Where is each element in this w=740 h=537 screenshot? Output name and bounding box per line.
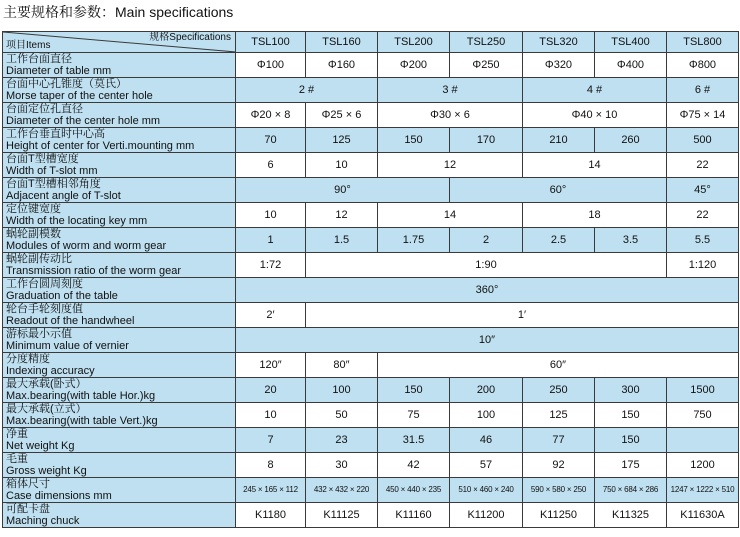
table-cell: 750 xyxy=(667,403,739,428)
table-row xyxy=(3,353,739,378)
table-cell: 300 xyxy=(595,378,667,403)
table-cell: 6 xyxy=(236,153,306,178)
table-row xyxy=(3,478,739,503)
table-row xyxy=(3,403,739,428)
table-cell: 7 xyxy=(236,428,306,453)
model-header: TSL320 xyxy=(523,32,595,53)
table-row xyxy=(3,203,739,228)
table-cell: 3.5 xyxy=(595,228,667,253)
table-row xyxy=(3,503,739,528)
table-cell: 31.5 xyxy=(378,428,450,453)
table-cell: 250 xyxy=(523,378,595,403)
table-cell: 4 # xyxy=(523,78,667,103)
table-row xyxy=(3,453,739,478)
table-cell: 23 xyxy=(306,428,378,453)
table-cell: 20 xyxy=(236,378,306,403)
table-cell: 125 xyxy=(523,403,595,428)
table-cell: 90° xyxy=(236,178,450,203)
table-cell: 125 xyxy=(306,128,378,153)
table-cell: 360° xyxy=(236,278,739,303)
table-cell: 150 xyxy=(378,378,450,403)
table-cell: K11125 xyxy=(306,503,378,528)
table-cell: K11630A xyxy=(667,503,739,528)
header-item-label: 项目Items xyxy=(6,40,51,51)
row-label: 工作台面直径 Diameter of table mm xyxy=(3,53,236,78)
table-cell: 22 xyxy=(667,153,739,178)
table-cell: 42 xyxy=(378,453,450,478)
row-label: 台面中心孔锥度（莫氏） Morse taper of the center hole xyxy=(3,78,236,103)
table-cell: 77 xyxy=(523,428,595,453)
table-cell: 1.5 xyxy=(306,228,378,253)
table-cell: 175 xyxy=(595,453,667,478)
table-cell: Φ100 xyxy=(236,53,306,78)
table-header-row xyxy=(3,32,739,53)
table-cell: 30 xyxy=(306,453,378,478)
table-cell: Φ320 xyxy=(523,53,595,78)
table-row xyxy=(3,378,739,403)
table-row xyxy=(3,153,739,178)
table-row xyxy=(3,128,739,153)
model-header: TSL100 xyxy=(236,32,306,53)
table-cell: 46 xyxy=(450,428,523,453)
table-cell: K11325 xyxy=(595,503,667,528)
table-cell: 14 xyxy=(378,203,523,228)
table-row xyxy=(3,178,739,203)
table-cell: 100 xyxy=(306,378,378,403)
page-title: 主要规格和参数：Main specifications xyxy=(3,4,234,20)
table-cell: 60° xyxy=(450,178,667,203)
table-cell: 750 × 684 × 286 xyxy=(595,478,667,503)
table-row xyxy=(3,303,739,328)
table-cell: 92 xyxy=(523,453,595,478)
table-cell: 6 # xyxy=(667,78,739,103)
model-header: TSL800 xyxy=(667,32,739,53)
table-cell: 10″ xyxy=(236,328,739,353)
row-label: 净重 Net weight Kg xyxy=(3,428,236,453)
row-label: 工作台垂直时中心高 Height of center for Verti.mounting mm xyxy=(3,128,236,153)
row-label: 台面T型槽相邻角度 Adjacent angle of T-slot xyxy=(3,178,236,203)
table-row xyxy=(3,278,739,303)
table-cell: 1247 × 1222 × 510 xyxy=(667,478,739,503)
table-cell: 150 xyxy=(595,403,667,428)
row-label: 最大承载(卧式） Max.bearing(with table Hor.)kg xyxy=(3,378,236,403)
table-cell: Φ400 xyxy=(595,53,667,78)
table-cell: 3 # xyxy=(378,78,523,103)
table-cell: 5.5 xyxy=(667,228,739,253)
table-cell: 1′ xyxy=(306,303,739,328)
row-label: 游标最小示值 Minimum value of vernier xyxy=(3,328,236,353)
table-row xyxy=(3,53,739,78)
table-cell: 100 xyxy=(450,403,523,428)
table-cell: K11200 xyxy=(450,503,523,528)
table-cell: 60″ xyxy=(378,353,739,378)
table-cell: 2′ xyxy=(236,303,306,328)
spec-table xyxy=(2,31,739,528)
row-label: 轮台手轮刻度值 Readout of the handwheel xyxy=(3,303,236,328)
table-cell: K11250 xyxy=(523,503,595,528)
table-cell: 150 xyxy=(378,128,450,153)
row-label: 蜗轮副模数 Modules of worm and worm gear xyxy=(3,228,236,253)
table-cell: 14 xyxy=(523,153,667,178)
table-cell: 260 xyxy=(595,128,667,153)
table-cell: Φ20 × 8 xyxy=(236,103,306,128)
table-cell: 210 xyxy=(523,128,595,153)
header-corner-cell xyxy=(3,32,236,53)
table-cell: 200 xyxy=(450,378,523,403)
header-spec-label: 规格Specifications xyxy=(149,32,231,43)
table-cell: 45° xyxy=(667,178,739,203)
table-cell: 80″ xyxy=(306,353,378,378)
table-cell: 57 xyxy=(450,453,523,478)
table-cell: 12 xyxy=(306,203,378,228)
table-cell: 10 xyxy=(236,203,306,228)
table-cell xyxy=(667,428,739,453)
table-cell: 2 # xyxy=(236,78,378,103)
row-label: 毛重 Gross weight Kg xyxy=(3,453,236,478)
table-cell: Φ75 × 14 xyxy=(667,103,739,128)
table-cell: 50 xyxy=(306,403,378,428)
table-cell: 150 xyxy=(595,428,667,453)
table-cell: 1:90 xyxy=(306,253,667,278)
table-cell: 1.75 xyxy=(378,228,450,253)
table-row xyxy=(3,228,739,253)
table-cell: 120″ xyxy=(236,353,306,378)
table-cell: 500 xyxy=(667,128,739,153)
table-cell: 1:120 xyxy=(667,253,739,278)
table-cell: Φ30 × 6 xyxy=(378,103,523,128)
table-cell: Φ800 xyxy=(667,53,739,78)
row-label: 工作台圆周刻度 Graduation of the table xyxy=(3,278,236,303)
table-cell: 1500 xyxy=(667,378,739,403)
model-header: TSL250 xyxy=(450,32,523,53)
table-cell: 1:72 xyxy=(236,253,306,278)
table-cell: 170 xyxy=(450,128,523,153)
table-cell: 450 × 440 × 235 xyxy=(378,478,450,503)
table-cell: 12 xyxy=(378,153,523,178)
model-header: TSL200 xyxy=(378,32,450,53)
table-row xyxy=(3,328,739,353)
model-header: TSL400 xyxy=(595,32,667,53)
model-header: TSL160 xyxy=(306,32,378,53)
row-label: 定位键宽度 Width of the locating key mm xyxy=(3,203,236,228)
table-cell: K11160 xyxy=(378,503,450,528)
table-cell: 432 × 432 × 220 xyxy=(306,478,378,503)
table-cell: 8 xyxy=(236,453,306,478)
table-cell: Φ40 × 10 xyxy=(523,103,667,128)
row-label: 箱体尺寸 Case dimensions mm xyxy=(3,478,236,503)
table-cell: Φ200 xyxy=(378,53,450,78)
row-label: 台面T型槽宽度 Width of T-slot mm xyxy=(3,153,236,178)
table-cell: 590 × 580 × 250 xyxy=(523,478,595,503)
table-row xyxy=(3,253,739,278)
table-cell: 1200 xyxy=(667,453,739,478)
table-cell: 2.5 xyxy=(523,228,595,253)
table-cell: 1 xyxy=(236,228,306,253)
table-row xyxy=(3,103,739,128)
table-cell: 22 xyxy=(667,203,739,228)
row-label: 分度精度 Indexing accuracy xyxy=(3,353,236,378)
table-cell: 18 xyxy=(523,203,667,228)
table-cell: K1180 xyxy=(236,503,306,528)
table-cell: 75 xyxy=(378,403,450,428)
table-cell: 10 xyxy=(236,403,306,428)
table-cell: Φ250 xyxy=(450,53,523,78)
row-label: 最大承载(立式） Max.bearing(with table Vert.)kg xyxy=(3,403,236,428)
table-cell: 70 xyxy=(236,128,306,153)
row-label: 蜗轮副传动比 Transmission ratio of the worm gear xyxy=(3,253,236,278)
table-cell: Φ25 × 6 xyxy=(306,103,378,128)
row-label: 台面定位孔直径 Diameter of the center hole mm xyxy=(3,103,236,128)
row-label: 可配卡盘 Maching chuck xyxy=(3,503,236,528)
table-cell: 245 × 165 × 112 xyxy=(236,478,306,503)
table-cell: 10 xyxy=(306,153,378,178)
table-cell: Φ160 xyxy=(306,53,378,78)
table-cell: 2 xyxy=(450,228,523,253)
table-row xyxy=(3,428,739,453)
table-cell: 510 × 460 × 240 xyxy=(450,478,523,503)
table-row xyxy=(3,78,739,103)
